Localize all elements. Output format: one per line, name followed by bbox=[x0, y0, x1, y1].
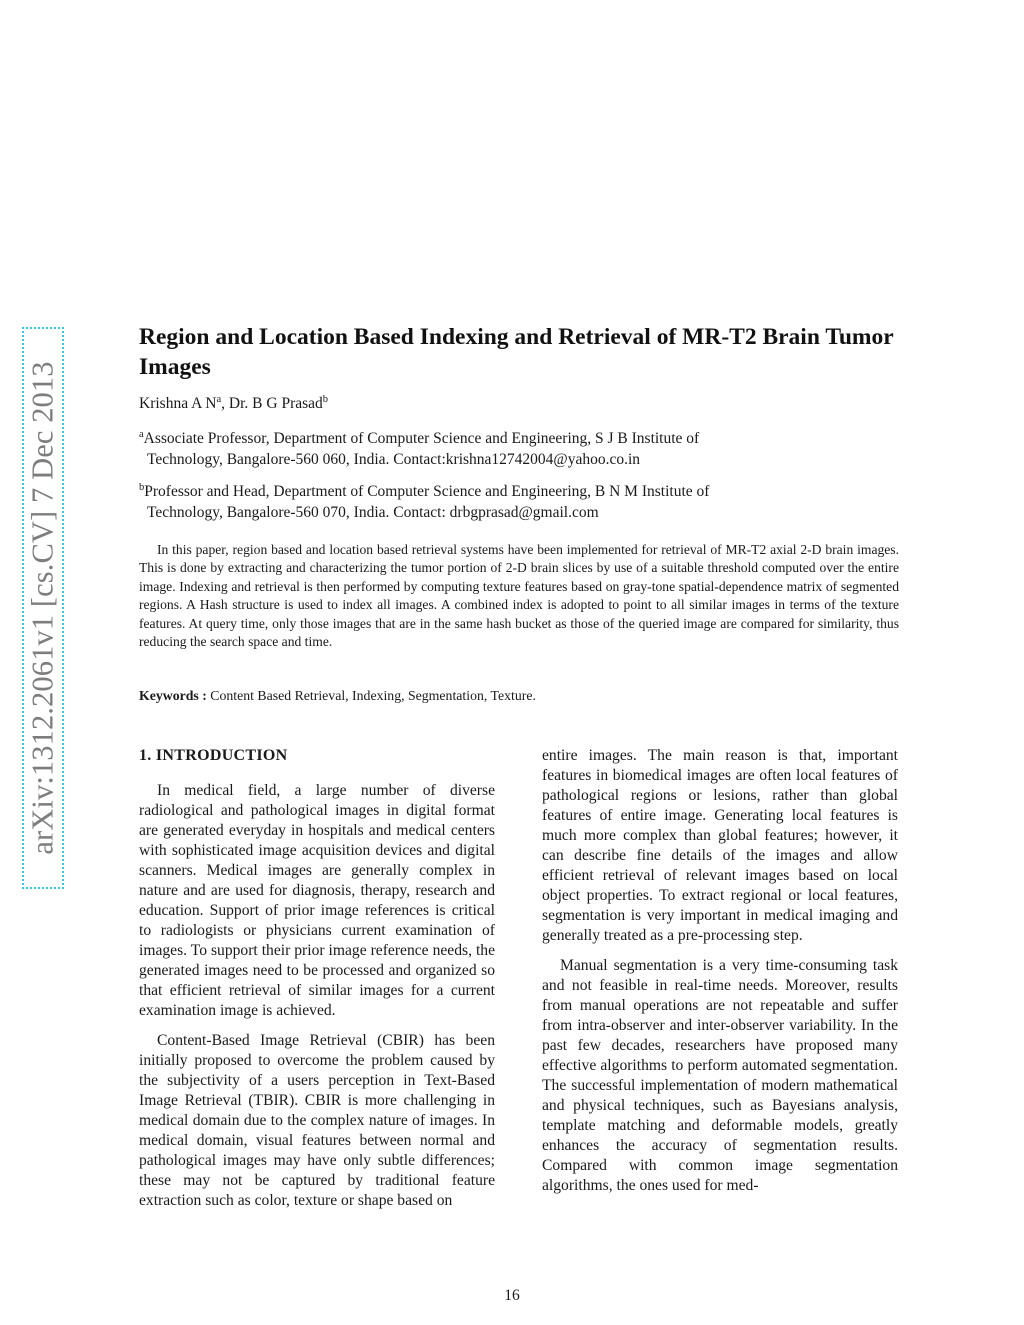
author-line bbox=[139, 395, 328, 413]
author-name: Krishna A N bbox=[139, 395, 217, 412]
affiliation-line: Technology, Bangalore-560 070, India. Contact: drbgprasad@gmail.com bbox=[147, 504, 599, 521]
author-affiliation-mark: b bbox=[322, 393, 329, 405]
section-heading: 1. INTRODUCTION bbox=[139, 747, 288, 764]
paper-title: Region and Location Based Indexing and Retrieval of MR-T2 Brain Tumor Images bbox=[139, 324, 894, 380]
affiliation-mark: b bbox=[139, 481, 145, 493]
affiliation-line: Associate Professor, Department of Computer Science and Engineering, S J B Institute of bbox=[143, 430, 700, 447]
arxiv-identifier: arXiv:1312.2061v1 [cs.CV] 7 Dec 2013 bbox=[25, 361, 60, 855]
abstract: In this paper, region based and location based retrieval systems have been implemented for retrieval of MR-T2 axial 2-D brain images. This is done by extracting and characterizing the tumor portion of 2-D brain slices by use of a suitable threshold computed over the entire image. Indexing and retrieval is then performed by computing texture features based on gray-tone spatial-dependence matrix of segmented regions. A Hash structure is used to index all images. A combined index is adopted to point to all similar images in terms of the texture features. At query time, only those images that are in the same hash bucket as those of the queried image are compared for similarity, thus reducing the search space and time. bbox=[139, 542, 899, 650]
affiliation-a bbox=[139, 428, 909, 470]
keywords-label: Keywords : bbox=[139, 688, 207, 703]
affiliation-b bbox=[139, 481, 909, 523]
affiliation-line: Professor and Head, Department of Computer Science and Engineering, B N M Institute of bbox=[144, 483, 710, 500]
page-number: 16 bbox=[504, 1287, 520, 1304]
keywords-text: Content Based Retrieval, Indexing, Segmentation, Texture. bbox=[210, 688, 536, 703]
author-name: Dr. B G Prasad bbox=[228, 395, 323, 412]
right-column bbox=[542, 746, 898, 1206]
body-paragraph: In medical field, a large number of diverse radiological and pathological images in digital format are generated everyday in hospitals and medical centers with sophisticated image acquisition devices and digital scanners. Medical images are generally complex in nature and are used for diagnosis, therapy, research and education. Support of prior image references is critical to radiologists or physicians current examination of images. To support their prior image reference needs, the generated images need to be processed and organized so that efficient retrieval of similar images for a current examination image is achieved. bbox=[139, 782, 495, 1019]
left-column bbox=[139, 746, 495, 1221]
arxiv-stamp bbox=[22, 327, 64, 889]
body-paragraph: Manual segmentation is a very time-consuming task and not feasible in real-time needs. Moreover, results from manual operations are not repeatable and suffer from intra-observer and inter-observer variability. In the past few decades, researchers have proposed many effective algorithms to perform automated segmentation. The successful implementation of modern mathematical and physical techniques, such as Bayesians analysis, template matching and deformable models, greatly enhances the accuracy of segmentation results. Compared with common image segmentation algorithms, the ones used for med- bbox=[542, 957, 898, 1194]
affiliation-line: Technology, Bangalore-560 060, India. Contact:krishna12742004@yahoo.co.in bbox=[147, 451, 641, 468]
body-paragraph: Content-Based Image Retrieval (CBIR) has been initially proposed to overcome the problem caused by the subjectivity of a users perception in Text-Based Image Retrieval (TBIR). CBIR is more challenging in medical domain due to the complex nature of images. In medical domain, visual features between normal and pathological images may have only subtle differences; these may not be captured by traditional feature extraction such as color, texture or shape based on bbox=[139, 1032, 495, 1209]
keywords bbox=[139, 688, 536, 704]
author-separator: , bbox=[221, 395, 229, 412]
body-paragraph: entire images. The main reason is that, important features in biomedical images are often local features of pathological regions or lesions, rather than global features of entire image. Generating local features is much more complex than global features; however, it can describe fine details of the images and allow efficient retrieval of relevant images based on local object properties. To extract regional or local features, segmentation is very important in medical imaging and generally treated as a pre-processing step. bbox=[542, 747, 898, 944]
affiliation-mark: a bbox=[139, 428, 144, 440]
author-affiliation-mark: a bbox=[216, 393, 222, 405]
